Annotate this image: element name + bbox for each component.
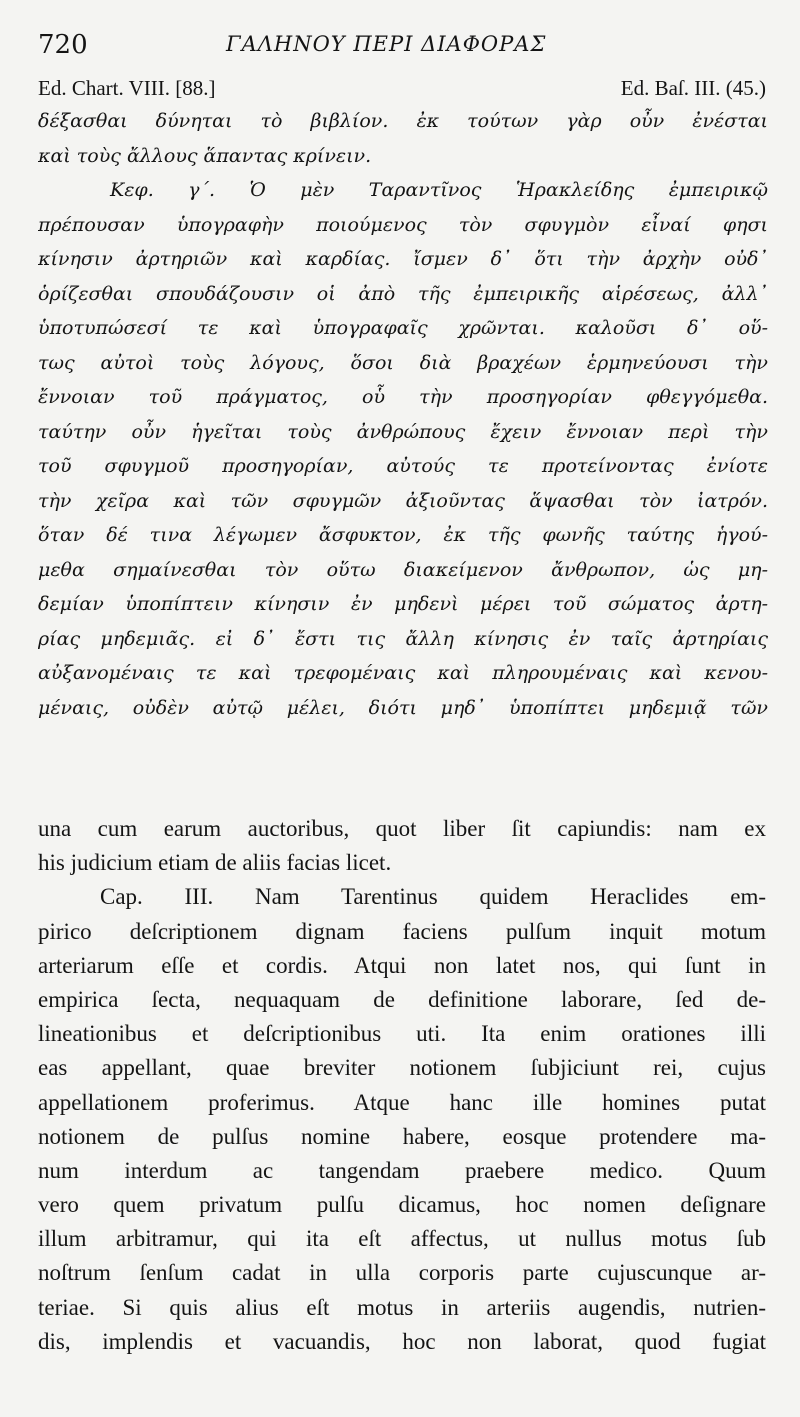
greek-line: Κεφ. γ΄. Ὁ μὲν Ταραντῖνος Ἡρακλείδης ἐμπειρικῷ bbox=[110, 179, 768, 201]
page-number: 720 bbox=[38, 30, 88, 60]
edition-basel: Ed. Baſ. III. (45.) bbox=[620, 76, 766, 100]
latin-line: notionem de pulſus nomine habere, eosque protendere ma- bbox=[38, 1123, 766, 1149]
latin-line: num interdum ac tangendam praebere medico. Quum bbox=[38, 1157, 766, 1183]
greek-line: τὴν χεῖρα καὶ τῶν σφυγμῶν ἀξιοῦντας ἅψασθαι τὸν ἰατρόν. bbox=[38, 489, 768, 512]
running-title: ΓΑΛΗΝΟΥ ΠΕΡΙ ΔΙΑΦΟΡΑΣ bbox=[226, 32, 547, 56]
latin-line: Cap. III. Nam Tarentinus quidem Heraclides em- bbox=[100, 884, 766, 910]
greek-line: ταύτην οὖν ἡγεῖται τοὺς ἀνθρώπους ἔχειν ἔννοιαν περὶ τὴν bbox=[38, 420, 768, 443]
greek-line: πρέπουσαν ὑπογραφὴν ποιούμενος τὸν σφυγμὸν εἶναί φησι bbox=[38, 213, 768, 236]
edition-chartier: Ed. Chart. VIII. [88.] bbox=[38, 76, 216, 100]
greek-line: αὐξανομέναις τε καὶ τρεφομέναις καὶ πληρουμέναις καὶ κενου- bbox=[38, 662, 768, 684]
latin-line: illum arbitramur, qui ita eſt affectus, ut nullus motus ſub bbox=[38, 1226, 766, 1252]
latin-line: una cum earum auctoribus, quot liber ſit capiundis: nam ex bbox=[38, 816, 766, 841]
greek-line: μεθα σημαίνεσθαι τὸν οὕτω διακείμενον ἄνθρωπον, ὡς μη- bbox=[38, 558, 768, 581]
latin-line: teriae. Si quis alius eſt motus in arteriis augendis, nutrien- bbox=[38, 1294, 766, 1320]
greek-line: δεμίαν ὑποπίπτειν κίνησιν ἐν μηδενὶ μέρει τοῦ σώματος ἀρτη- bbox=[38, 593, 768, 615]
latin-line: dis, implendis et vacuandis, hoc non laborat, quod fugiat bbox=[38, 1328, 766, 1354]
greek-line: ὑποτυπώσεσί τε καὶ ὑπογραφαῖς χρῶνται. καλοῦσι δ᾽ οὕ- bbox=[38, 317, 768, 339]
latin-line: lineationibus et deſcriptionibus uti. Ita enim orationes illi bbox=[38, 1021, 766, 1047]
greek-line: τοῦ σφυγμοῦ προσηγορίαν, αὐτούς τε προτείνοντας ἐνίοτε bbox=[38, 455, 768, 477]
greek-line: καὶ τοὺς ἄλλους ἅπαντας κρίνειν. bbox=[38, 144, 372, 167]
edition-references bbox=[38, 76, 766, 104]
latin-line: appellationem proferimus. Atque hanc ille homines putat bbox=[38, 1089, 766, 1115]
latin-line: empirica ſecta, nequaquam de definitione laborare, ſed de- bbox=[38, 986, 766, 1012]
latin-text-block bbox=[38, 812, 766, 1359]
greek-line: μέναις, οὐδὲν αὐτῷ μέλει, διότι μηδ᾽ ὑποπίπτει μηδεμιᾷ τῶν bbox=[38, 696, 768, 719]
greek-line: δέξασθαι δύνηται τὸ βιβλίον. ἐκ τούτων γὰρ οὖν ἐνέσται bbox=[38, 110, 768, 132]
latin-line: arteriarum eſſe et cordis. Atqui non latet nos, qui ſunt in bbox=[38, 952, 766, 978]
greek-line: κίνησιν ἀρτηριῶν καὶ καρδίας. ἴσμεν δ᾽ ὅτι τὴν ἀρχὴν οὐδ᾽ bbox=[38, 248, 768, 270]
latin-line: eas appellant, quae breviter notionem ſubjiciunt rei, cujus bbox=[38, 1055, 766, 1081]
page-header bbox=[38, 30, 768, 64]
greek-line: τως αὐτοὶ τοὺς λόγους, ὅσοι διὰ βραχέων ἑρμηνεύουσι τὴν bbox=[38, 351, 768, 374]
greek-line: ὅταν δέ τινα λέγωμεν ἄσφυκτον, ἐκ τῆς φωνῆς ταύτης ἡγού- bbox=[38, 524, 768, 546]
greek-line: ρίας μηδεμιᾶς. εἰ δ᾽ ἔστι τις ἄλλη κίνησις ἐν ταῖς ἀρτηρίαις bbox=[38, 627, 768, 650]
greek-text-block bbox=[38, 104, 768, 725]
latin-line: noſtrum ſenſum cadat in ulla corporis parte cujuscunque ar- bbox=[38, 1260, 766, 1286]
latin-line: vero quem privatum pulſu dicamus, hoc nomen deſignare bbox=[38, 1192, 766, 1218]
greek-line: ἔννοιαν τοῦ πράγματος, οὗ τὴν προσηγορίαν φθεγγόμεθα. bbox=[38, 386, 768, 408]
latin-line: pirico deſcriptionem dignam faciens pulſum inquit motum bbox=[38, 918, 766, 944]
greek-line: ὁρίζεσθαι σπουδάζουσιν οἱ ἀπὸ τῆς ἐμπειρικῆς αἱρέσεως, ἀλλ᾽ bbox=[38, 282, 768, 305]
latin-line: his judicium etiam de aliis facias licet. bbox=[38, 850, 392, 876]
